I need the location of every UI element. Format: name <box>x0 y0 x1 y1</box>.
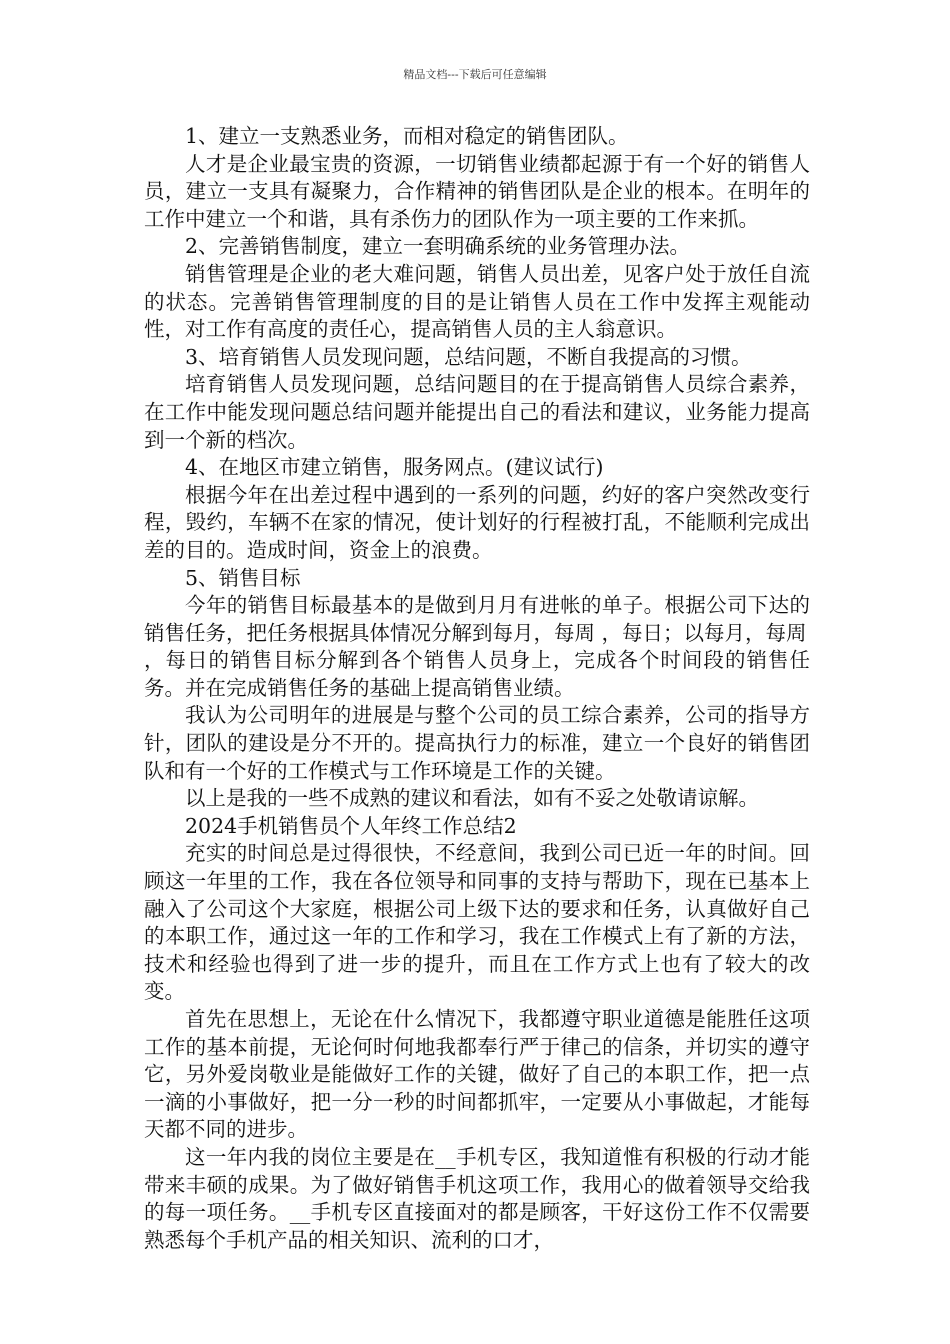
paragraph: 根据今年在出差过程中遇到的一系列的问题，约好的客户突然改变行程，毁约，车辆不在家的情况，使计划好的行程被打乱，不能顺利完成出差的目的。造成时间，资金上的浪费。 <box>144 482 810 562</box>
section-heading-2: 2、完善销售制度，建立一套明确系统的业务管理办法。 <box>185 234 691 259</box>
page-header: 精品文档---下载后可任意编辑 <box>403 68 547 81</box>
paragraph: 我认为公司明年的进展是与整个公司的员工综合素养，公司的指导方针，团队的建设是分不开的。提高执行力的标准，建立一个良好的销售团队和有一个好的工作模式与工作环境是工作的关键。 <box>144 703 810 783</box>
section-heading-3: 3、培育销售人员发现问题，总结问题，不断自我提高的习惯。 <box>185 344 752 369</box>
paragraph: 充实的时间总是过得很快，不经意间，我到公司已近一年的时间。回顾这一年里的工作，我在各位领导和同事的支持与帮助下，现在已基本上融入了公司这个大家庭，根据公司上级下达的要求和任务，认真做好自己的本职工作，通过这一年的工作和学习，我在工作模式上有了新的方法，技术和经验也得到了进一步的提升，而且在工作方式上也有了较大的改变。 <box>144 841 810 1004</box>
section-title: 2024手机销售员个人年终工作总结2 <box>185 813 517 838</box>
document-body <box>144 123 810 1254</box>
paragraph: 首先在思想上，无论在什么情况下，我都遵守职业道德是能胜任这项工作的基本前提，无论何时何地我都奉行严于律己的信条，并切实的遵守它，另外爱岗敬业是能做好工作的关键，做好了自己的本职工作，把一点一滴的小事做好，把一分一秒的时间都抓牢，一定要从小事做起，才能每天都不同的进步。 <box>144 1007 810 1142</box>
section-heading-4: 4、在地区市建立销售，服务网点。(建议试行) <box>185 455 604 480</box>
paragraph: 这一年内我的岗位主要是在__手机专区，我知道惟有积极的行动才能带来丰硕的成果。为了做好销售手机这项工作，我用心的做着领导交给我的每一项任务。__手机专区直接面对的都是顾客，干好这份工作不仅需要熟悉每个手机产品的相关知识、流利的口才， <box>144 1144 810 1252</box>
paragraph: 以上是我的一些不成熟的建议和看法，如有不妥之处敬请谅解。 <box>185 786 759 811</box>
paragraph: 培育销售人员发现问题，总结问题目的在于提高销售人员综合素养，在工作中能发现问题总结问题并能提出自己的看法和建议，业务能力提高到一个新的档次。 <box>144 372 810 452</box>
paragraph: 人才是企业最宝贵的资源，一切销售业绩都起源于有一个好的销售人员，建立一支具有凝聚力，合作精神的销售团队是企业的根本。在明年的工作中建立一个和谐，具有杀伤力的团队作为一项主要的工作来抓。 <box>144 151 810 231</box>
paragraph: 销售管理是企业的老大难问题，销售人员出差，见客户处于放任自流的状态。完善销售管理制度的目的是让销售人员在工作中发挥主观能动性，对工作有高度的责任心，提高销售人员的主人翁意识。 <box>144 261 810 342</box>
section-heading-5: 5、销售目标 <box>185 565 301 590</box>
paragraph: 今年的销售目标最基本的是做到月月有进帐的单子。根据公司下达的销售任务，把任务根据具体情况分解到每月，每周 ，每日；以每月，每周 <box>144 593 810 645</box>
paragraph-continuation: ，每日的销售目标分解到各个销售人员身上，完成各个时间段的销售任务。并在完成销售任务的基础上提高销售业绩。 <box>144 648 810 700</box>
section-heading-1: 1、建立一支熟悉业务，而相对稳定的销售团队。 <box>185 124 629 148</box>
